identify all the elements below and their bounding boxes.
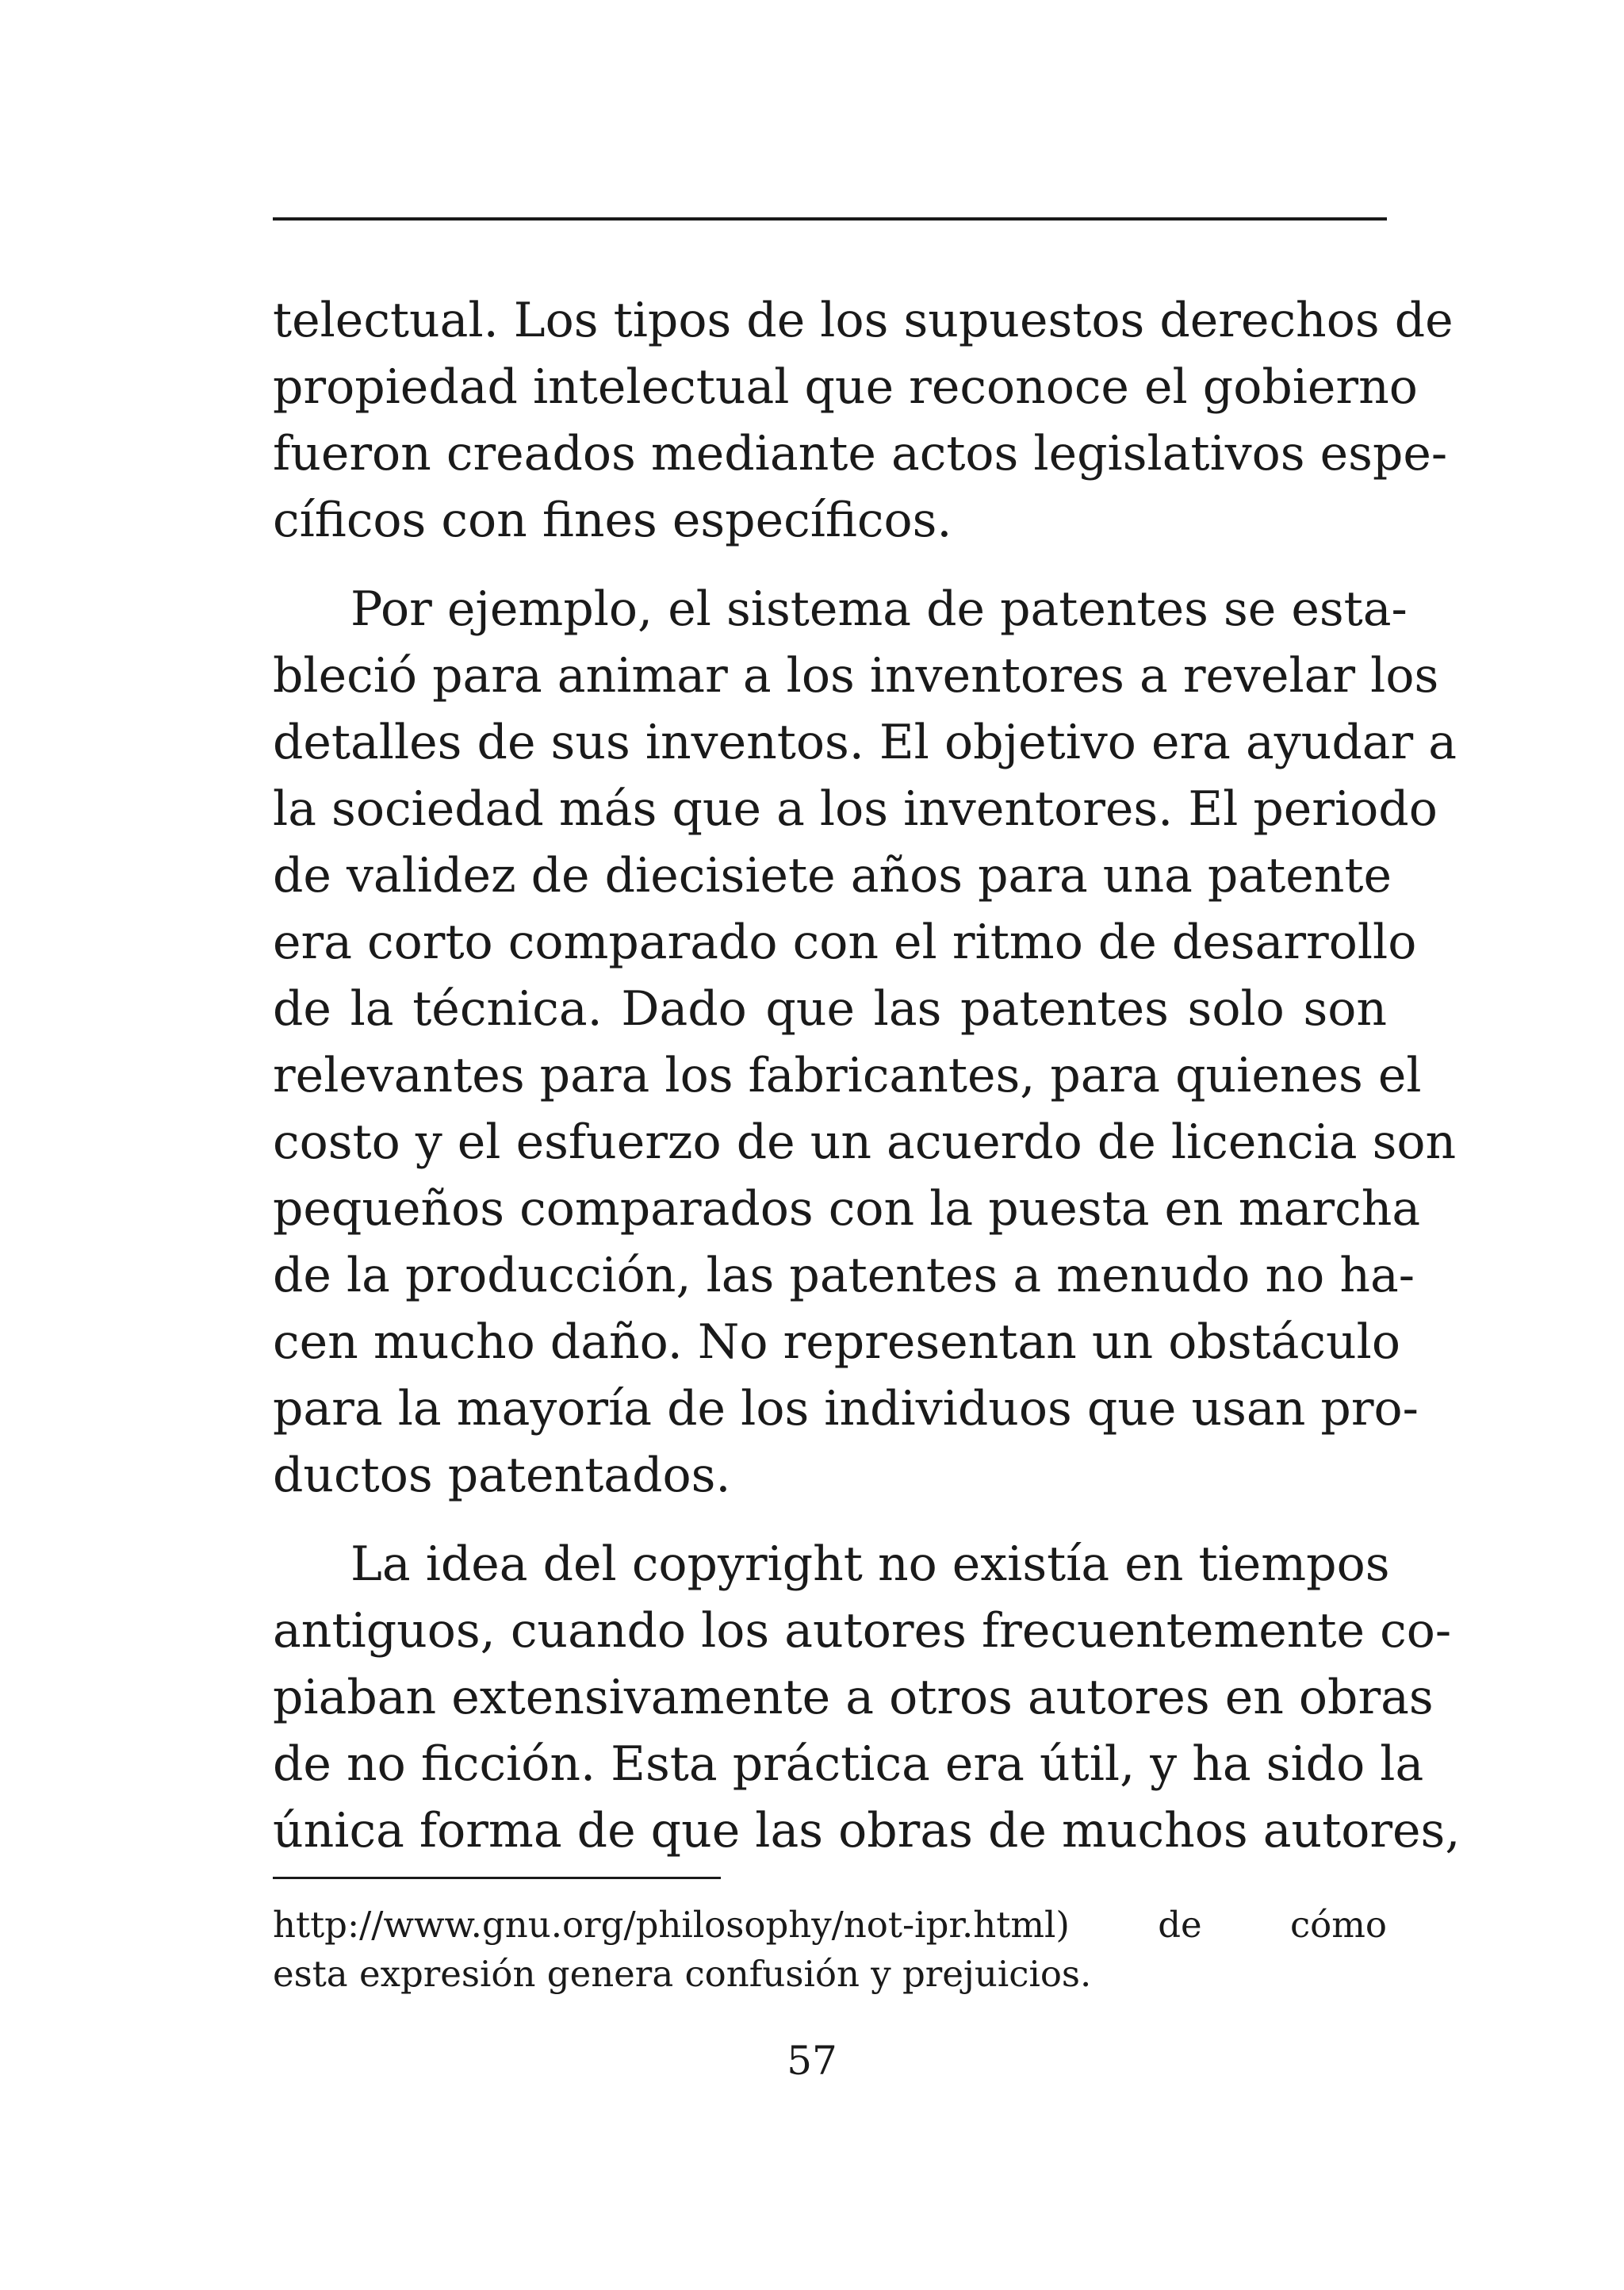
text-line: detalles de sus inventos. El objetivo era ayudar a	[273, 715, 1457, 770]
footnote-rule	[273, 1877, 721, 1879]
footnote-line: esta expresión genera confusión y prejuicios.	[273, 1953, 1092, 1995]
text-line: pequeños comparados con la puesta en marcha	[273, 1181, 1421, 1237]
text-line: cíficos con fines específicos.	[273, 493, 952, 548]
text-line: La idea del copyright no existía en tiempos	[350, 1536, 1390, 1592]
header-rule	[273, 217, 1387, 221]
footnote-line: http://www.gnu.org/philosophy/not-ipr.html) de cómo	[273, 1904, 1387, 1946]
page-number: 57	[787, 2038, 837, 2084]
text-line: telectual. Los tipos de los supuestos derechos de	[273, 293, 1454, 348]
text-line: costo y el esfuerzo de un acuerdo de licencia son	[273, 1114, 1457, 1170]
text-line: cen mucho daño. No representan un obstáculo	[273, 1314, 1400, 1370]
text-line: fueron creados mediante actos legislativos espe-	[273, 426, 1448, 481]
text-line: piaban extensivamente a otros autores en obras	[273, 1670, 1434, 1725]
text-line: bleció para animar a los inventores a revelar los	[273, 648, 1439, 704]
text-line: ductos patentados.	[273, 1448, 731, 1503]
text-line: de validez de diecisiete años para una patente	[273, 848, 1392, 903]
text-line: relevantes para los fabricantes, para quienes el	[273, 1048, 1422, 1103]
text-line: de la técnica. Dado que las patentes solo son	[273, 981, 1387, 1037]
text-line: para la mayoría de los individuos que usan pro-	[273, 1381, 1419, 1437]
text-line: única forma de que las obras de muchos autores,	[273, 1803, 1461, 1858]
text-line: la sociedad más que a los inventores. El periodo	[273, 781, 1438, 837]
text-line: Por ejemplo, el sistema de patentes se esta-	[350, 581, 1408, 637]
text-line: de no ficción. Esta práctica era útil, y ha sido la	[273, 1736, 1424, 1792]
text-line: era corto comparado con el ritmo de desarrollo	[273, 915, 1417, 970]
text-line: de la producción, las patentes a menudo no ha-	[273, 1248, 1415, 1303]
text-line: propiedad intelectual que reconoce el gobierno	[273, 359, 1418, 415]
text-line: antiguos, cuando los autores frecuentemente co-	[273, 1603, 1452, 1659]
